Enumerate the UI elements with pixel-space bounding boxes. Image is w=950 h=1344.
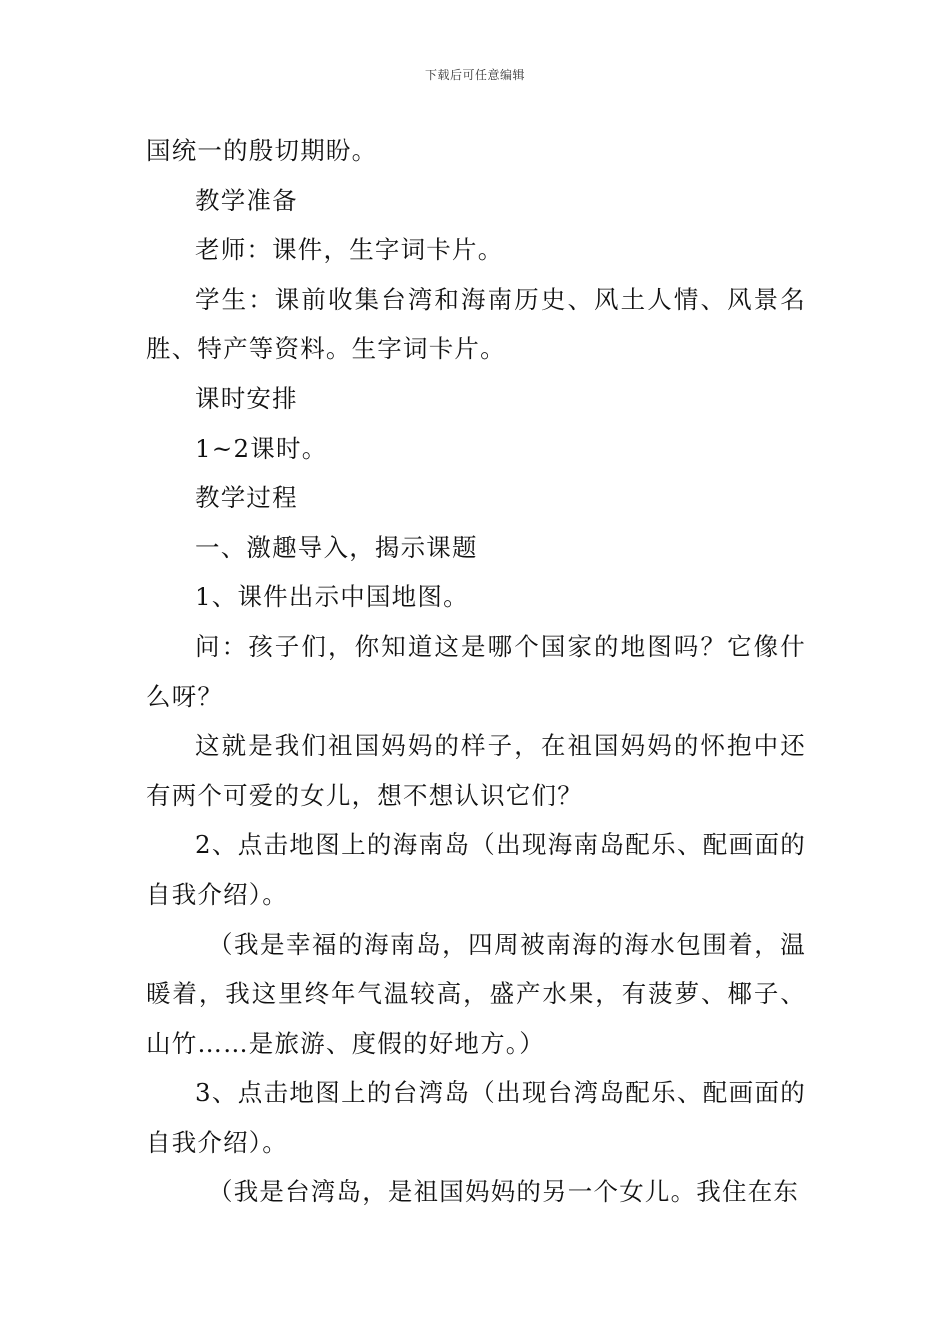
paragraph-student-materials: 学生：课前收集台湾和海南历史、风土人情、风景名胜、特产等资料。生字词卡片。	[146, 284, 806, 364]
section-heading-teaching-process: 教学过程	[195, 483, 298, 513]
document-body	[146, 126, 806, 1217]
paragraph-hainan-intro: （我是幸福的海南岛，四周被南海的海水包围着，温暖着，我这里终年气温较高，盛产水果，有菠萝、椰子、山竹……是旅游、度假的好地方。）	[146, 929, 806, 1058]
paragraph-teacher-materials: 老师：课件，生字词卡片。	[195, 235, 504, 265]
paragraph-step-1: 1、课件出示中国地图。	[195, 582, 469, 612]
paragraph-continuation: 国统一的殷切期盼。	[146, 136, 378, 165]
section-heading-teaching-preparation: 教学准备	[195, 185, 298, 215]
paragraph-taiwan-intro: （我是台湾岛，是祖国妈妈的另一个女儿。我住在东	[208, 1177, 800, 1207]
page-header: 下载后可任意编辑	[424, 68, 525, 82]
paragraph-step-2: 2、点击地图上的海南岛（出现海南岛配乐、配画面的自我介绍）。	[146, 830, 806, 909]
paragraph-motherland: 这就是我们祖国妈妈的样子，在祖国妈妈的怀抱中还有两个可爱的女儿，想不想认识它们？	[146, 731, 806, 810]
section-heading-schedule: 课时安排	[195, 383, 298, 413]
paragraph-step-3: 3、点击地图上的台湾岛（出现台湾岛配乐、配画面的自我介绍）。	[146, 1078, 806, 1157]
paragraph-question: 问：孩子们，你知道这是哪个国家的地图吗？它像什么呀？	[146, 631, 806, 711]
subheading-introduction: 一、激趣导入，揭示课题	[195, 532, 478, 562]
paragraph-class-hours: 1~2课时。	[195, 433, 328, 463]
